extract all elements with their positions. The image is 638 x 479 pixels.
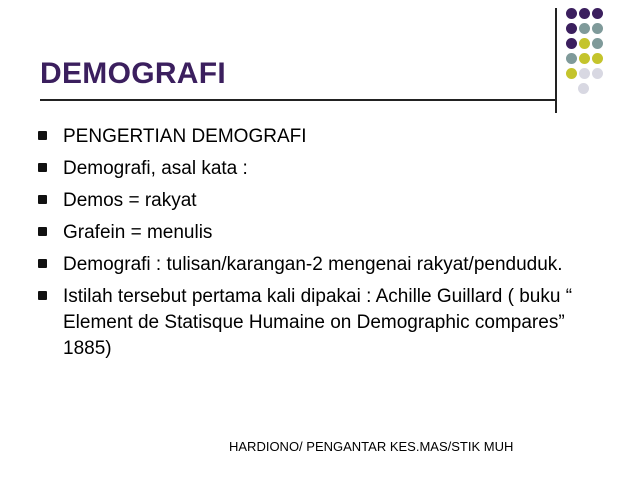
bullet-item	[38, 252, 613, 278]
square-bullet-icon	[38, 163, 47, 172]
decorative-dot	[579, 53, 590, 64]
bullet-text: Istilah tersebut pertama kali dipakai : Achille Guillard ( buku “ Element de Statisque Humaine on Demographic compares” 1885)	[63, 286, 573, 359]
bullet-item	[38, 124, 613, 150]
bullet-text: Demos = rakyat	[63, 190, 197, 211]
square-bullet-icon	[38, 291, 47, 300]
decorative-dot	[592, 38, 603, 49]
bullet-item	[38, 188, 613, 214]
decorative-dot-grid	[566, 8, 632, 104]
slide-title: DEMOGRAFI	[40, 57, 227, 90]
square-bullet-icon	[38, 195, 47, 204]
decorative-dot	[579, 23, 590, 34]
title-underline	[40, 99, 555, 101]
decorative-dot	[592, 8, 603, 19]
bullet-text: Grafein = menulis	[63, 222, 213, 243]
decorative-dot	[566, 38, 577, 49]
decorative-dot	[566, 53, 577, 64]
square-bullet-icon	[38, 131, 47, 140]
decorative-dot	[566, 23, 577, 34]
decorative-dot	[578, 83, 589, 94]
decorative-dot	[579, 68, 590, 79]
bullet-item	[38, 284, 613, 362]
bullet-item	[38, 220, 613, 246]
vertical-divider	[555, 8, 557, 113]
square-bullet-icon	[38, 259, 47, 268]
decorative-dot	[592, 53, 603, 64]
decorative-dot	[566, 68, 577, 79]
decorative-dot	[592, 68, 603, 79]
decorative-dot	[579, 38, 590, 49]
slide-footer: HARDIONO/ PENGANTAR KES.MAS/STIK MUH	[229, 439, 514, 454]
bullet-text: PENGERTIAN DEMOGRAFI	[63, 126, 307, 147]
bullet-text: Demografi : tulisan/karangan-2 mengenai rakyat/penduduk.	[63, 254, 563, 275]
decorative-dot	[592, 23, 603, 34]
bullet-text: Demografi, asal kata :	[63, 158, 248, 179]
decorative-dot	[579, 8, 590, 19]
bullet-item	[38, 156, 613, 182]
square-bullet-icon	[38, 227, 47, 236]
decorative-dot	[566, 8, 577, 19]
bullet-list	[38, 124, 613, 368]
